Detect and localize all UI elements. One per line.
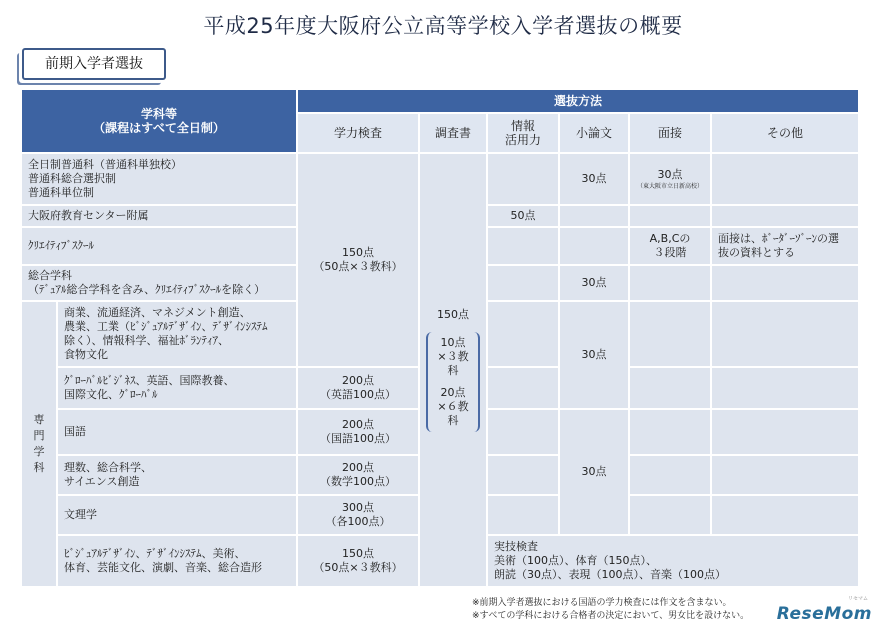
row-label-center: 大阪府教育センター附属 xyxy=(21,205,297,227)
cell-sonota-r2 xyxy=(711,205,859,227)
header-method: 選抜方法 xyxy=(297,89,859,113)
cell-sonota-s5 xyxy=(711,495,859,535)
header-joho: 情報 活用力 xyxy=(487,113,559,153)
row-label-senmon-1: 商業、流通経済、マネジメント創造、 農業、工業（ﾋﾞｼﾞｭｱﾙﾃﾞｻﾞｲﾝ、ﾃﾞｻﾞｲﾝｼｽﾃﾑ 除く）、情報科学、福祉ﾎﾞﾗﾝﾃｨｱ、 食物文化 xyxy=(57,301,297,367)
selection-table xyxy=(20,88,860,588)
row-label-sogo: 総合学科 （ﾃﾞｭｱﾙ総合学科を含み、ｸﾘｴｲﾃｨﾌﾞｽｸｰﾙを除く） xyxy=(21,265,297,301)
cell-shoronbun-special: 30点 xyxy=(559,409,629,535)
cell-joho-s5 xyxy=(487,495,559,535)
cell-shoronbun-r4: 30点 xyxy=(559,265,629,301)
footnote-1: ※前期入学者選抜における国語の学力検査には作文を含まない。 xyxy=(472,598,732,608)
header-sonota: その他 xyxy=(711,113,859,153)
cell-mensetsu-r3: A,B,Cの ３段階 xyxy=(629,227,711,265)
cell-sonota-r1 xyxy=(711,153,859,205)
header-chosasho: 調査書 xyxy=(419,113,487,153)
section-label: 前期入学者選抜 xyxy=(22,48,166,80)
resemom-logo[interactable]: ReseMom xyxy=(776,604,872,624)
cell-gakuryoku-s6: 150点 （50点×３教科） xyxy=(297,535,419,587)
cell-mensetsu-r2 xyxy=(629,205,711,227)
cell-joho-r4 xyxy=(487,265,559,301)
row-label-senmon-3: 国語 xyxy=(57,409,297,455)
row-label-general: 全日制普通科（普通科単独校） 普通科総合選択制 普通科単位制 xyxy=(21,153,297,205)
cell-gakuryoku-s4: 200点 （数学100点） xyxy=(297,455,419,495)
cell-chosasho: 150点 10点 ×３教科 20点 ×６教科 xyxy=(419,153,487,587)
cell-sonota-r4 xyxy=(711,265,859,301)
cell-joho-r3 xyxy=(487,227,559,265)
cell-mensetsu-s3 xyxy=(629,409,711,455)
cell-gakuryoku-s2: 200点 （英語100点） xyxy=(297,367,419,409)
logo-subtext: リセマム xyxy=(848,596,868,602)
cell-joho-s3 xyxy=(487,409,559,455)
cell-shoronbun-r3 xyxy=(559,227,629,265)
footnote-2: ※すべての学科における合格者の決定において、男女比を設けない。 xyxy=(472,611,750,621)
row-label-senmon-2: ｸﾞﾛｰﾊﾞﾙﾋﾞｼﾞﾈｽ、英語、国際教養、 国際文化、ｸﾞﾛｰﾊﾞﾙ xyxy=(57,367,297,409)
cell-mensetsu-r1: 30点 （東大阪市立日新高校） xyxy=(629,153,711,205)
cell-gakuryoku-general: 150点 （50点×３教科） xyxy=(297,153,419,367)
row-label-senmon-5: 文理学 xyxy=(57,495,297,535)
chosasho-bracket: 10点 ×３教科 20点 ×６教科 xyxy=(426,332,480,432)
senmon-label: 専 門 学 科 xyxy=(21,301,57,587)
page-title: 平成25年度大阪府公立高等学校入学者選抜の概要 xyxy=(203,14,683,38)
cell-shoronbun-s1: 30点 xyxy=(559,301,629,409)
cell-gakuryoku-s3: 200点 （国語100点） xyxy=(297,409,419,455)
cell-joho-r1 xyxy=(487,153,559,205)
footnotes xyxy=(472,597,749,623)
cell-shoronbun-r1: 30点 xyxy=(559,153,629,205)
cell-joho-s4 xyxy=(487,455,559,495)
cell-sonota-s3 xyxy=(711,409,859,455)
cell-sonota-s1 xyxy=(711,301,859,367)
header-shoronbun: 小論文 xyxy=(559,113,629,153)
cell-shoronbun-r2 xyxy=(559,205,629,227)
cell-jitsugi: 実技検査 美術（100点）、体育（150点）、 朗読（30点）、表現（100点）、音楽（100点） xyxy=(487,535,859,587)
cell-mensetsu-r4 xyxy=(629,265,711,301)
header-gakuryoku: 学力検査 xyxy=(297,113,419,153)
cell-joho-r2: 50点 xyxy=(487,205,559,227)
cell-joho-s2 xyxy=(487,367,559,409)
cell-sonota-s2 xyxy=(711,367,859,409)
row-label-senmon-6: ﾋﾞｼﾞｭｱﾙﾃﾞｻﾞｲﾝ、ﾃﾞｻﾞｲﾝｼｽﾃﾑ、美術、 体育、芸能文化、演劇、音楽、総合造形 xyxy=(57,535,297,587)
cell-mensetsu-s2 xyxy=(629,367,711,409)
cell-joho-s1 xyxy=(487,301,559,367)
row-label-senmon-4: 理数、総合科学、 サイエンス創造 xyxy=(57,455,297,495)
cell-mensetsu-s1 xyxy=(629,301,711,367)
cell-sonota-s4 xyxy=(711,455,859,495)
cell-mensetsu-s5 xyxy=(629,495,711,535)
header-department: 学科等 （課程はすべて全日制） xyxy=(21,89,297,153)
cell-mensetsu-s4 xyxy=(629,455,711,495)
header-mensetsu: 面接 xyxy=(629,113,711,153)
cell-gakuryoku-s5: 300点 （各100点） xyxy=(297,495,419,535)
row-label-creative: ｸﾘｴｲﾃｨﾌﾞｽｸｰﾙ xyxy=(21,227,297,265)
cell-sonota-r3: 面接は、ﾎﾞｰﾀﾞｰｿﾞｰﾝの選 抜の資料とする xyxy=(711,227,859,265)
